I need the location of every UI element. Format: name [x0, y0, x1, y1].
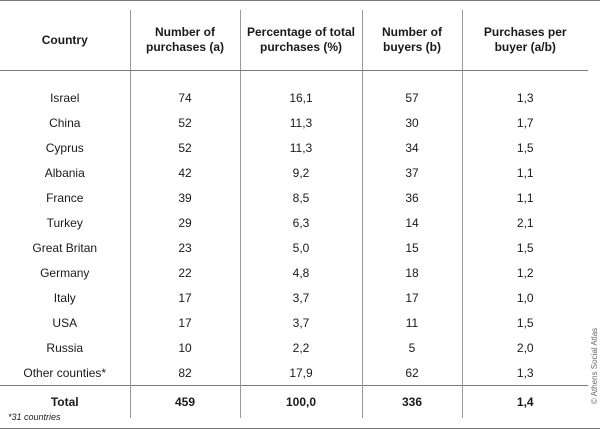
table-row: [0, 110, 588, 135]
total-percentage: 100,0: [240, 386, 362, 419]
buyers-cell: 57: [362, 71, 462, 111]
total-buyers: 336: [362, 386, 462, 419]
table-row: [0, 160, 588, 185]
purchases-cell: 17: [130, 285, 240, 310]
header-number-of-buyers: Number of buyers (b): [362, 10, 462, 71]
percentage-cell: 2,2: [240, 335, 362, 360]
purchases-per-buyer-cell: 1,5: [462, 235, 588, 260]
percentage-cell: 6,3: [240, 210, 362, 235]
buyers-cell: 37: [362, 160, 462, 185]
table-row: [0, 235, 588, 260]
purchases-per-buyer-cell: 1,5: [462, 135, 588, 160]
table-row: [0, 71, 588, 111]
purchases-cell: 82: [130, 360, 240, 386]
percentage-cell: 8,5: [240, 185, 362, 210]
purchases-per-buyer-cell: 1,5: [462, 310, 588, 335]
purchases-per-buyer-cell: 1,3: [462, 360, 588, 386]
country-cell: Russia: [46, 340, 84, 355]
total-purchases: 459: [130, 386, 240, 419]
percentage-cell: 4,8: [240, 260, 362, 285]
purchases-cell: 10: [130, 335, 240, 360]
table-row: [0, 185, 588, 210]
percentage-cell: 3,7: [240, 285, 362, 310]
purchases-by-country-table: [0, 10, 588, 418]
table-row: [0, 135, 588, 160]
purchases-per-buyer-cell: 1,1: [462, 160, 588, 185]
percentage-cell: 3,7: [240, 310, 362, 335]
country-cell: Germany: [40, 265, 90, 280]
purchases-per-buyer-cell: 1,2: [462, 260, 588, 285]
buyers-cell: 62: [362, 360, 462, 386]
total-row: [0, 386, 588, 419]
country-cell: Great Britan: [32, 240, 98, 255]
purchases-cell: 29: [130, 210, 240, 235]
purchases-per-buyer-cell: 2,1: [462, 210, 588, 235]
percentage-cell: 11,3: [240, 135, 362, 160]
header-percentage-of-total: Percentage of total purchases (%): [240, 10, 362, 71]
purchases-cell: 52: [130, 110, 240, 135]
header-number-of-purchases: Number of purchases (a): [130, 10, 240, 71]
purchases-cell: 42: [130, 160, 240, 185]
table-row: [0, 210, 588, 235]
percentage-cell: 16,1: [240, 71, 362, 111]
purchases-cell: 17: [130, 310, 240, 335]
country-cell: France: [46, 190, 84, 205]
country-cell: China: [49, 115, 81, 130]
percentage-cell: 17,9: [240, 360, 362, 386]
table-row: [0, 360, 588, 386]
percentage-cell: 9,2: [240, 160, 362, 185]
purchases-cell: 39: [130, 185, 240, 210]
buyers-cell: 30: [362, 110, 462, 135]
country-cell: USA: [52, 315, 78, 330]
buyers-cell: 18: [362, 260, 462, 285]
table-row: [0, 260, 588, 285]
buyers-cell: 36: [362, 185, 462, 210]
table-row: [0, 335, 588, 360]
buyers-cell: 14: [362, 210, 462, 235]
total-purchases-per-buyer: 1,4: [462, 386, 588, 419]
country-cell: Albania: [44, 165, 85, 180]
country-cell: Cyprus: [45, 140, 84, 155]
footnote: *31 countries: [8, 412, 61, 422]
table-row: [0, 310, 588, 335]
header-row: [0, 10, 588, 71]
purchases-per-buyer-cell: 2,0: [462, 335, 588, 360]
total-label: Total: [0, 386, 130, 419]
header-country: Country: [0, 10, 130, 71]
purchases-cell: 23: [130, 235, 240, 260]
purchases-per-buyer-cell: 1,1: [462, 185, 588, 210]
country-cell: Israel: [50, 90, 80, 105]
buyers-cell: 17: [362, 285, 462, 310]
purchases-cell: 52: [130, 135, 240, 160]
percentage-cell: 11,3: [240, 110, 362, 135]
purchases-per-buyer-cell: 1,0: [462, 285, 588, 310]
country-cell: Italy: [53, 290, 76, 305]
buyers-cell: 15: [362, 235, 462, 260]
percentage-cell: 5,0: [240, 235, 362, 260]
table-body: [0, 71, 588, 386]
country-cell: Turkey: [46, 215, 83, 230]
purchases-per-buyer-cell: 1,7: [462, 110, 588, 135]
buyers-cell: 34: [362, 135, 462, 160]
credit-line: © Athens Social Atlas: [590, 327, 599, 404]
buyers-cell: 11: [362, 310, 462, 335]
table-row: [0, 285, 588, 310]
buyers-cell: 5: [362, 335, 462, 360]
purchases-per-buyer-cell: 1,3: [462, 71, 588, 111]
purchases-cell: 74: [130, 71, 240, 111]
header-purchases-per-buyer: Purchases per buyer (a/b): [462, 10, 588, 71]
purchases-cell: 22: [130, 260, 240, 285]
country-cell: Other counties*: [23, 365, 107, 380]
